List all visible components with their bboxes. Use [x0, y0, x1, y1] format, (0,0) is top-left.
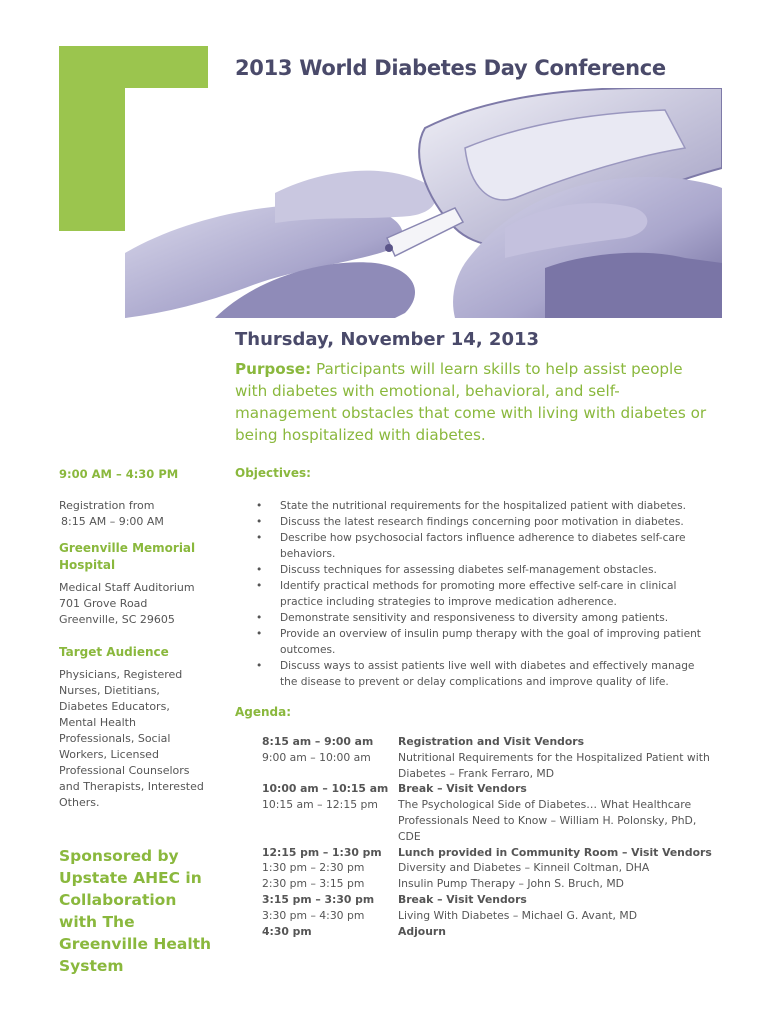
objective-item: • Describe how psychosocial factors influence adherence to diabetes self-care behaviors.	[256, 530, 706, 562]
agenda-session: Nutritional Requirements for the Hospitalized Patient with Diabetes – Frank Ferraro, MD	[398, 750, 710, 780]
agenda-time: 2:30 pm – 3:15 pm	[262, 877, 365, 891]
agenda-row	[262, 908, 712, 924]
agenda-table	[262, 734, 712, 939]
agenda-session: The Psychological Side of Diabetes… What Healthcare Professionals Need to Know – William H. Polonsky, PhD, CDE	[398, 798, 697, 843]
agenda-session: Adjourn	[398, 924, 446, 938]
purpose-text: Participants will learn skills to help assist people with diabetes with emotional, behavioral, and self-management obstacles that come with living with diabetes or being hospitalized with diabetes.	[235, 360, 707, 444]
objective-item: • Discuss ways to assist patients live well with diabetes and effectively manage the disease to prevent or delay complications and improve quality of life.	[256, 658, 706, 690]
page-title: 2013 World Diabetes Day Conference	[235, 56, 666, 80]
objective-item: • Discuss the latest research findings concerning poor motivation in diabetes.	[256, 514, 706, 530]
agenda-session: Break – Visit Vendors	[398, 782, 527, 796]
audience-text: Physicians, Registered Nurses, Dietitians, Diabetes Educators, Mental Health Professionals, Social Workers, Licensed Professional Counselors and Therapists, Interested Others.	[59, 668, 204, 809]
agenda-session: Break – Visit Vendors	[398, 892, 527, 906]
venue-room: Medical Staff Auditorium	[59, 581, 195, 594]
agenda-time: 1:30 pm – 2:30 pm	[262, 861, 365, 875]
objective-item: • Discuss techniques for assessing diabetes self-management obstacles.	[256, 562, 706, 578]
agenda-time: 12:15 pm – 1:30 pm	[262, 845, 382, 859]
agenda-time: 4:30 pm	[262, 924, 312, 938]
purpose-statement	[235, 358, 715, 446]
objective-item: • Provide an overview of insulin pump therapy with the goal of improving patient outcomes.	[256, 626, 706, 658]
agenda-time: 8:15 am – 9:00 am	[262, 735, 374, 748]
audience-heading: Target Audience	[59, 645, 169, 659]
agenda-row	[262, 750, 712, 782]
agenda-session: Registration and Visit Vendors	[398, 735, 585, 748]
agenda-row	[262, 876, 712, 892]
sidebar	[59, 466, 219, 977]
objectives-list	[256, 498, 706, 690]
objectives-heading: Objectives:	[235, 466, 311, 480]
agenda-row	[262, 860, 712, 876]
agenda-row	[262, 781, 712, 797]
agenda-row	[262, 924, 712, 940]
venue-city: Greenville, SC 29605	[59, 613, 175, 626]
agenda-session: Living With Diabetes – Michael G. Avant, MD	[398, 908, 638, 922]
registration-label: Registration from	[59, 499, 155, 512]
venue-street: 701 Grove Road	[59, 597, 148, 610]
agenda-row	[262, 892, 712, 908]
agenda-session: Diversity and Diabetes – Kinneil Coltman, DHA	[398, 861, 650, 875]
agenda-session: Insulin Pump Therapy – John S. Bruch, MD	[398, 877, 624, 891]
venue-heading: Greenville Memorial Hospital	[59, 541, 196, 572]
objective-item: • State the nutritional requirements for the hospitalized patient with diabetes.	[256, 498, 706, 514]
agenda-time: 10:00 am – 10:15 am	[262, 782, 389, 796]
registration-time: 8:15 AM – 9:00 AM	[61, 515, 164, 528]
agenda-time: 9:00 am – 10:00 am	[262, 750, 371, 764]
agenda-row	[262, 734, 712, 750]
agenda-session: Lunch provided in Community Room – Visit Vendors	[398, 845, 712, 859]
agenda-time: 3:15 pm – 3:30 pm	[262, 892, 375, 906]
glucose-test-photo	[125, 88, 722, 318]
objective-item: • Identify practical methods for promoting more effective self-care in clinical practice including strategies to improve medication adherence.	[256, 578, 706, 610]
agenda-row	[262, 845, 712, 861]
agenda-time: 10:15 am – 12:15 pm	[262, 798, 378, 812]
agenda-heading: Agenda:	[235, 705, 292, 719]
agenda-time: 3:30 pm – 4:30 pm	[262, 908, 365, 922]
event-hours: 9:00 AM – 4:30 PM	[59, 467, 179, 481]
purpose-label: Purpose:	[235, 360, 312, 378]
objective-item: • Demonstrate sensitivity and responsiveness to diversity among patients.	[256, 610, 706, 626]
glucose-meter-illustration	[125, 88, 722, 318]
sponsor-statement: Sponsored by Upstate AHEC in Collaboration with The Greenville Health System	[59, 847, 212, 975]
agenda-row	[262, 797, 712, 844]
event-date: Thursday, November 14, 2013	[235, 329, 540, 350]
